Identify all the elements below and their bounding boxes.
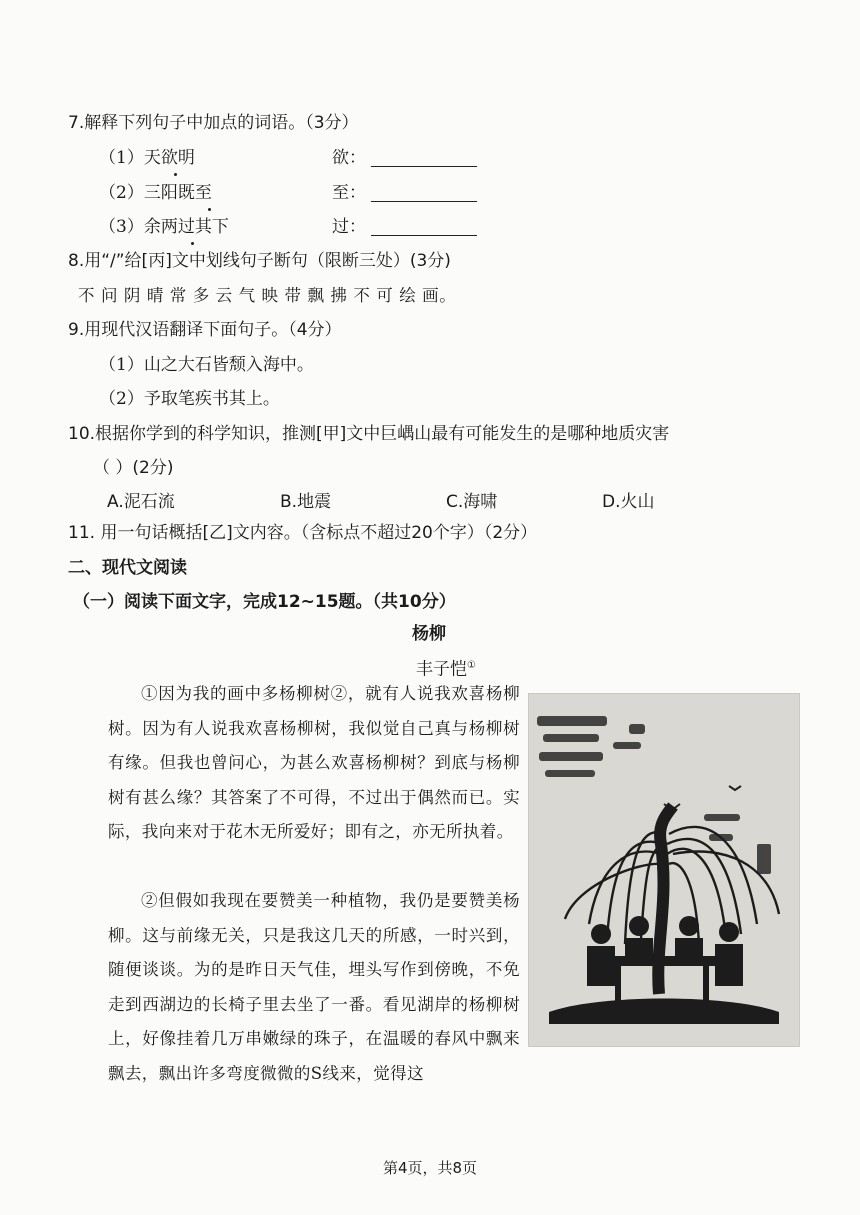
q10-option-d[interactable]: D.火山 [602,492,655,512]
answer-blank-2[interactable] [371,201,477,202]
q7-item-1-label: 欲： [332,148,366,168]
section-heading: 二、现代文阅读 [68,558,187,578]
q7-item-2-label: 至： [332,183,366,203]
emphasis-dot [191,242,194,245]
q10-title: 10.根据你学到的科学知识，推测[甲]文中巨嵎山最有可能发生的是哪种地质灾害 [68,424,670,444]
q9-item-2: （2）予取笔疾书其上。 [99,389,280,409]
painting-svg [529,694,799,1046]
section-subheading: （一）阅读下面文字，完成12~15题。（共10分） [73,592,456,612]
emphasis-dot [174,173,177,176]
q7-item-1: （1）天欲明 [99,148,195,168]
q7-item-3: （3）余两过其下 [99,217,229,237]
emphasis-dot [208,208,211,211]
q10-option-a[interactable]: A.泥石流 [107,492,175,512]
q7-title: 7.解释下列句子中加点的词语。（3分） [68,113,359,133]
article-title: 杨柳 [412,624,446,644]
q9-title: 9.用现代汉语翻译下面句子。（4分） [68,320,342,340]
answer-blank-3[interactable] [371,235,477,236]
article-paragraph-1: ①因为我的画中多杨柳树②，就有人说我欢喜杨柳树。因为有人说我欢喜杨柳树，我似觉自己真与杨柳树有缘。但我也曾问心，为甚么欢喜杨柳树？到底与杨柳树有甚么缘？其答案了不可得，不过出于偶然而已。实际，我向来对于花木无所爱好；即有之，亦无所执着。 [108,684,520,841]
q10-option-c[interactable]: C.海啸 [446,492,498,512]
author-name: 丰子恺 [416,659,467,680]
article-paragraph-2: ②但假如我现在要赞美一种植物，我仍是要赞美杨柳。这与前缘无关，只是我这几天的所感，一时兴到，随便谈谈。为的是昨日天气佳，埋头写作到傍晚，不免走到西湖边的长椅子里去坐了一番。看见湖岸的杨柳树上，好像挂着几万串嫩绿的珠子，在温暖的春风中飘来飘去，飘出许多弯度微微的S线来，觉得这 [108,891,520,1083]
q11-title: 11. 用一句话概括[乙]文内容。（含标点不超过20个字）（2分） [68,523,538,543]
q9-item-1: （1）山之大石皆颓入海中。 [99,355,314,375]
q10-bracket[interactable]: （ ）(2分) [93,458,174,478]
author-footnote-mark: ① [467,660,476,671]
q7-item-3-label: 过： [332,217,366,237]
q8-sentence: 不 问 阴 晴 常 多 云 气 映 带 飘 拂 不 可 绘 画。 [78,286,457,305]
answer-blank-1[interactable] [371,166,477,167]
q10-option-b[interactable]: B.地震 [280,492,332,512]
page-number: 第4页，共8页 [382,1159,478,1177]
willow-painting-illustration [528,693,800,1047]
q7-item-2: （2）三阳既至 [99,183,212,203]
q8-title: 8.用“/”给[丙]文中划线句子断句（限断三处）(3分) [68,251,451,271]
